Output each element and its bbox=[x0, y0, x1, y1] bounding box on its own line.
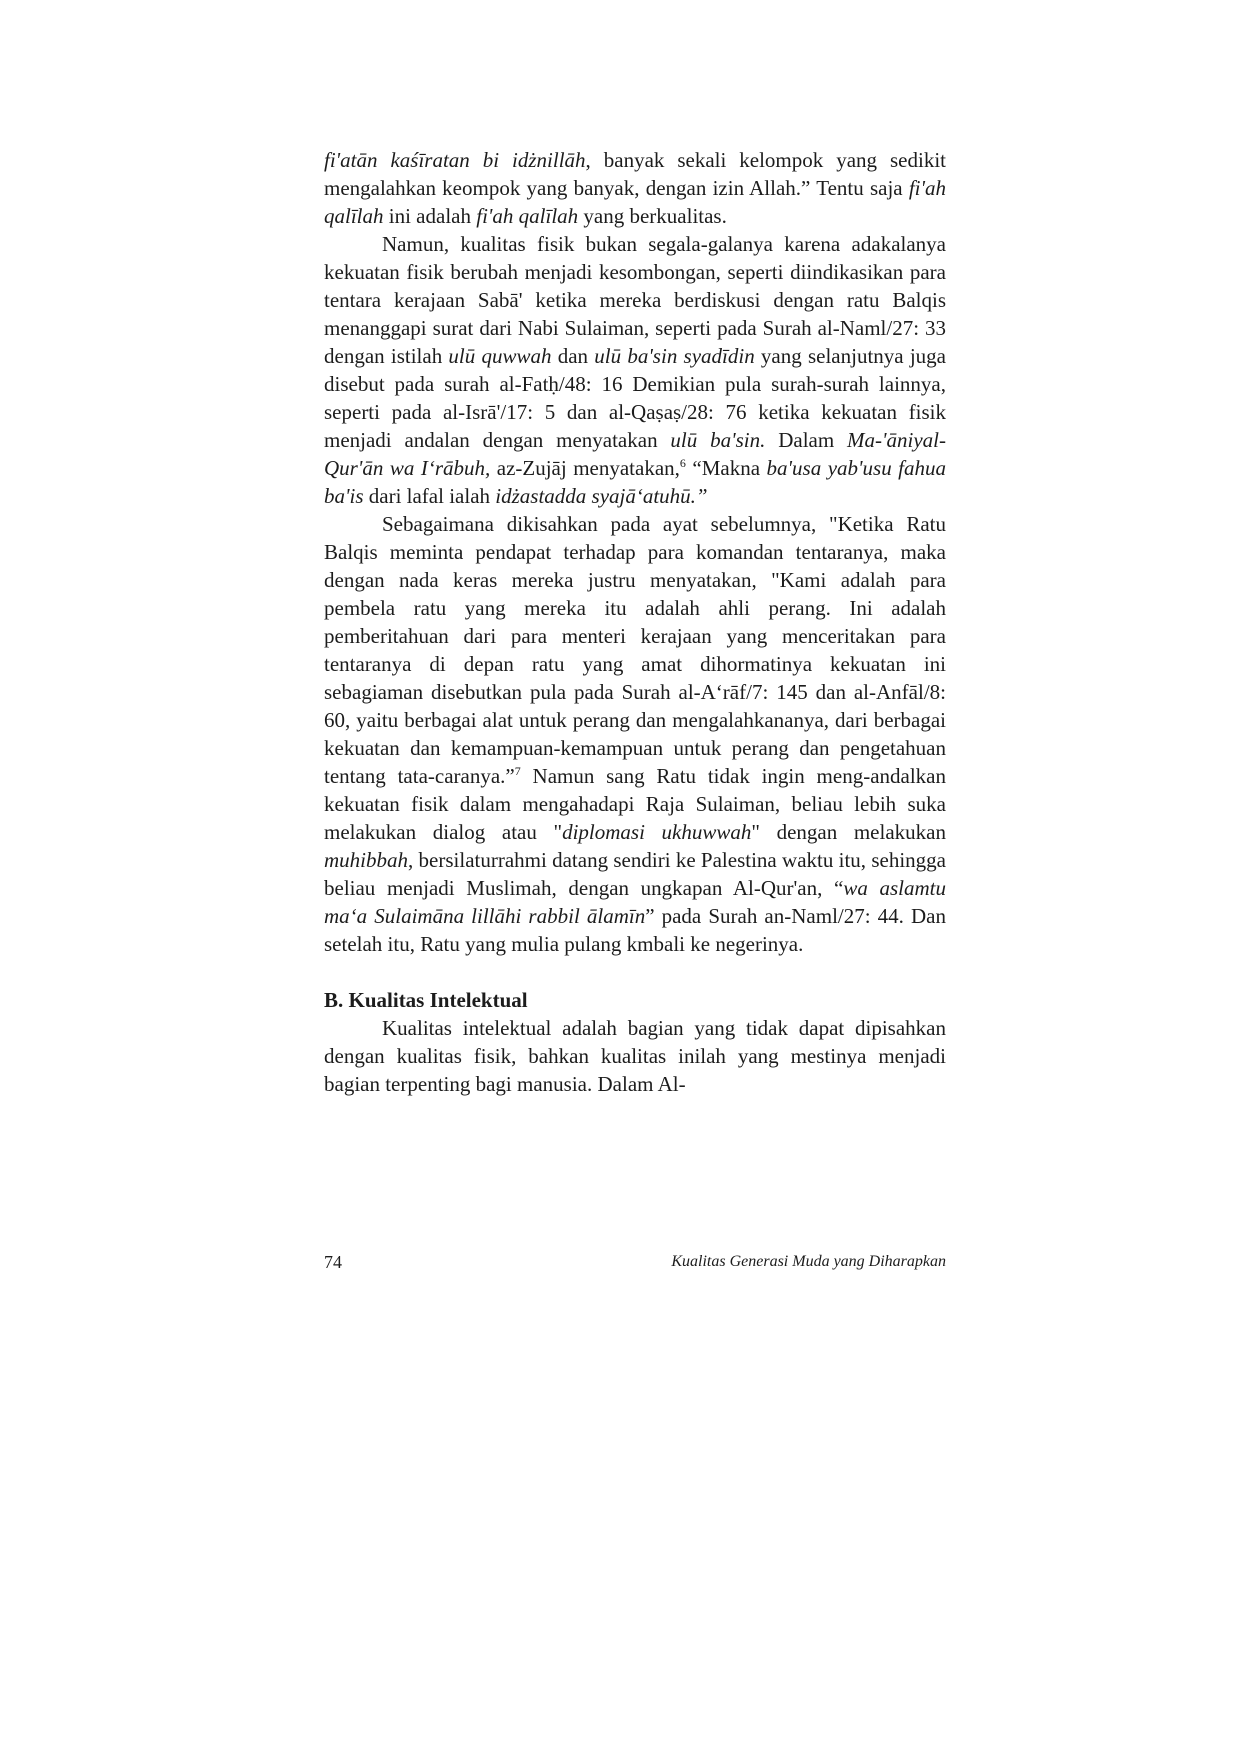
text-run: ini adalah bbox=[383, 204, 477, 228]
text-run: Sebagaimana dikisahkan pada ayat sebelumnya, "Ketika Ratu Balqis meminta pendapat terhadap para komandan tentaranya, maka dengan nada keras mereka justru menyatakan, "Kami adalah para pembela ratu yang mereka itu adalah ahli perang. Ini adalah pemberitahuan dari para menteri kerajaan yang menceritakan para tentaranya di depan ratu yang amat dihormatinya kekuatan ini sebagiaman disebutkan pula pada Surah al-A‘rāf/7: 145 dan al-Anfāl/8: 60, yaitu berbagai alat untuk perang dan mengalahkananya, dari berbagai kekuatan dan kemampuan-kemampuan untuk perang dan pengetahuan tentang tata-caranya.” bbox=[324, 512, 946, 788]
footnote-ref: 6 bbox=[679, 456, 686, 470]
running-title: Kualitas Generasi Muda yang Diharapkan bbox=[671, 1253, 946, 1270]
paragraph-1 bbox=[324, 146, 946, 230]
italic-term: fi'ah qalīlah bbox=[324, 176, 946, 228]
text-run: “Makna bbox=[685, 456, 767, 480]
italic-term: fi'atān kaśīratan bi idżnillāh bbox=[324, 148, 586, 172]
page-body bbox=[324, 146, 946, 1098]
footnote-ref: 7 bbox=[514, 764, 521, 778]
italic-term: ulū ba'sin syadīdin bbox=[594, 344, 755, 368]
text-run: dari lafal ialah bbox=[363, 484, 496, 508]
text-run: ” pada Surah an-Naml/27: 44. Dan setelah itu, Ratu yang mulia pulang kmbali ke negerinya. bbox=[324, 904, 946, 956]
text-run: Namun sang Ratu tidak ingin meng-andalkan kekuatan fisik dalam mengahadapi Raja Sulaiman, beliau lebih suka melakukan dialog atau " bbox=[324, 764, 946, 844]
text-run: Namun, kualitas fisik bukan segala-galanya karena adakalanya kekuatan fisik berubah menjadi kesombongan, seperti diindikasikan para tentara kerajaan Sabā' ketika mereka berdiskusi dengan ratu Balqis menanggapi surat dari Nabi Sulaiman, seperti pada Surah al-Naml/27: 33 dengan istilah bbox=[324, 232, 946, 368]
text-run: yang selanjutnya juga disebut pada surah al-Fatḥ/48: 16 Demikian pula surah-surah lainnya, seperti pada al-Isrā'/17: 5 dan al-Qaṣaṣ/28: 76 ketika kekuatan fisik menjadi andalan dengan menyatakan bbox=[324, 344, 946, 452]
page-number: 74 bbox=[324, 1252, 342, 1272]
text-run: dan bbox=[551, 344, 595, 368]
italic-term: muhibbah bbox=[324, 848, 408, 872]
paragraph-2 bbox=[324, 230, 946, 510]
italic-term: diplomasi ukhuwwah bbox=[562, 820, 752, 844]
italic-term: ulū ba'sin. bbox=[670, 428, 766, 452]
italic-term: Ma-'āniyal-Qur'ān wa I‘rābuh, bbox=[324, 428, 946, 480]
section-paragraph: Kualitas intelektual adalah bagian yang tidak dapat dipisahkan dengan kualitas fisik, bahkan kualitas inilah yang mestinya menjadi bagian terpenting bagi manusia. Dalam Al- bbox=[324, 1016, 946, 1096]
italic-term: ba'usa yab'usu fahua ba'is bbox=[324, 456, 947, 508]
italic-term: idżastadda syajā‘atuhū.” bbox=[495, 484, 708, 508]
section-heading: B. Kualitas Intelektual bbox=[324, 988, 528, 1012]
paragraph-3 bbox=[324, 510, 946, 958]
text-run: Dalam bbox=[765, 428, 848, 452]
italic-term: wa aslamtu ma‘a Sulaimāna lillāhi rabbil ālamīn bbox=[324, 876, 947, 928]
text-run: , bersilaturrahmi datang sendiri ke Palestina waktu itu, sehingga beliau menjadi Muslimah, dengan ungkapan Al-Qur'an, “ bbox=[324, 848, 946, 900]
text-run: , banyak sekali kelompok yang sedikit mengalahkan keompok yang banyak, dengan izin Allah.” Tentu saja bbox=[324, 148, 946, 200]
text-run: " dengan melakukan bbox=[751, 820, 946, 844]
italic-term: ulū quwwah bbox=[448, 344, 552, 368]
text-run: az-Zujāj menyatakan, bbox=[490, 456, 680, 480]
italic-term: fi'ah qalīlah bbox=[476, 204, 579, 228]
text-run: yang berkualitas. bbox=[578, 204, 727, 228]
